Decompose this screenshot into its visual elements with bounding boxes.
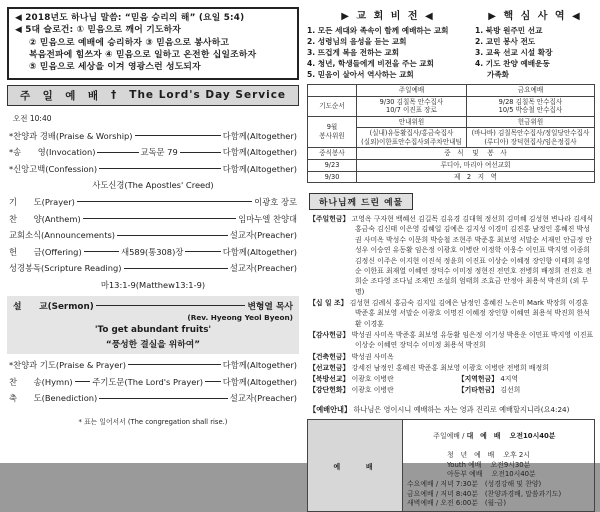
guide-category: 【예배안내】 — [309, 405, 352, 415]
item-label: 찬 송(Hymn) — [9, 376, 73, 387]
prayer-sunday-line1: 9/30 김칠목 안수집사 — [379, 97, 444, 106]
item-label: 기 도(Prayer) — [9, 196, 75, 207]
item-label: 헌 금(Offering) — [9, 246, 82, 257]
item-person: 설교자(Preacher) — [229, 230, 297, 241]
committee-label: 봉사위원 — [319, 132, 345, 141]
leader-line — [97, 152, 138, 153]
offering-names: 박성권 사미옥 박준홍 최보영 유동활 임은정 이기성 박용운 이민표 박지영 이진표 이상순 이혜연 장덕수 이미정 최용석 박진희 — [351, 331, 594, 350]
service-title-korean: 주 일 예 배 — [19, 89, 100, 102]
prayer-sunday-cell — [357, 96, 467, 116]
offering-category: 【기타헌금】 — [457, 385, 499, 394]
pulpit-flower-half — [309, 385, 458, 395]
offering-group2: (루디아) 장덕현집사/임은정집사 — [484, 137, 577, 146]
worship-line-main: 대 예 배 오전10시40분 — [466, 431, 556, 440]
yearly-slogan-box — [7, 7, 299, 80]
offering-category: 【강단헌화】 — [309, 385, 350, 394]
item-label: *찬양과 기도(Praise & Prayer) — [9, 359, 126, 370]
slogan-line: ② 믿음으로 예배에 승리하자 ③ 믿음으로 봉사하고 — [29, 37, 230, 48]
service-title-bar — [7, 85, 299, 106]
item-person: 설교자(Preacher) — [229, 263, 297, 274]
offering-category: 【북방선교】 — [309, 375, 350, 384]
worship-line-youth: Youth 예배 오전9시30분 — [447, 460, 531, 469]
leader-line — [96, 305, 246, 306]
worship-line-dawn: 새벽예배 / 오전 6:00분 (월-금) — [407, 499, 507, 508]
leader-line — [99, 398, 228, 399]
vision-item: 2. 성령님의 음성을 듣는 교회 — [307, 37, 407, 46]
month-committee-label — [308, 116, 357, 148]
core-ministry-column — [475, 7, 595, 80]
service-item-invocation — [7, 146, 299, 158]
leader-line — [99, 168, 221, 169]
slogan-line: 복음전파에 힘쓰자 ④ 믿음으로 일하고 온전한 십일조하자 — [29, 49, 257, 60]
prayer-sunday-line2: 10/7 이진표 장로 — [386, 106, 437, 115]
item-label: 성경봉독(Scripture Reading) — [9, 263, 122, 274]
sermon-title-korean: “풍성한 결실을 위하여” — [105, 339, 201, 350]
empty-header-cell — [308, 85, 357, 97]
offering-names: 고영옥 구자현 백혜선 김길목 김유경 김대혁 정선희 김미혜 김성현 변나라 김세식 홍금숙 김신태 이은영 김혜일 김예은 김지성 이경미 김진홍 남정인 홍혜진 박성권 사미옥 박성수 이문희 박승철 조현주 박준홍 최보영 서말순 서재인 안금정 안성우 이승연 유동활 임은정 이광호 이병란 이정학 이웅수 이인표 박지영 이종희 김정신 이주은 이지현 이진석 정윤희 이진표 이상순 이혜정 장인향 이태희 유영순 이한표 최재열 이혜연 장덕수 이미정 정현진 전민호 전병희 배정희 전진호 전희순 조다영 조다닐 조재민 조설희 엄태희 조효금 안정아 최용석 박진희 (외 무명) — [351, 215, 594, 296]
leader-line — [83, 218, 237, 219]
vision-item: 4. 청년, 학생들에게 비전을 주는 교회 — [307, 59, 434, 68]
leader-line — [205, 381, 221, 382]
north-mission-half — [309, 374, 458, 384]
offering-category: 【선교헌금】 — [309, 364, 350, 373]
offering-names: 이광호 이병란 — [351, 385, 394, 394]
slogan-line: ◀ 2018년도 하나님 말씀: “믿음 승리의 해” (요일 5:4) — [15, 13, 245, 23]
ministry-item: 3. 교육 선교 시설 확장 — [475, 48, 553, 57]
service-item-hymn — [7, 376, 299, 388]
offering-names: 김선희 — [500, 385, 521, 394]
leader-line — [185, 251, 220, 252]
item-label: 축 도(Benediction) — [9, 393, 98, 404]
item-detail: 주기도문(The Lord's Prayer) — [92, 376, 204, 387]
pulpit-flower-etc-line — [309, 385, 595, 395]
sunday-offering-list — [309, 214, 595, 297]
vision-item: 5. 믿음이 살아서 역사하는 교회 — [307, 70, 414, 79]
service-item-prayer — [7, 196, 299, 208]
slogan-line: ◀ 5대 슬로건: ① 믿음으로 깨어 기도하자 — [15, 25, 181, 36]
leader-line — [117, 235, 228, 236]
item-detail: 교독문 79 — [140, 147, 178, 158]
right-page — [307, 7, 595, 508]
etc-offering-half — [458, 385, 521, 395]
item-person: 다함께(Altogether) — [222, 130, 297, 141]
offering-category: 【십 일 조】 — [309, 298, 348, 307]
item-label: *신앙고백(Confession) — [9, 163, 98, 174]
scripture-passage-line: 마13:1-9(Matthew13:1-9) — [100, 279, 206, 290]
worship-schedule-table — [307, 419, 595, 512]
north-mission-region-line — [309, 374, 595, 384]
item-label: 찬 양(Anthem) — [9, 213, 81, 224]
ministry-item: 1. 북방 원주민 선교 — [475, 26, 543, 35]
usher-committee-header: 안내위원 — [357, 116, 467, 128]
thanksgiving-offering-list — [309, 330, 595, 351]
offering-committee-header: 헌금위원 — [466, 116, 594, 128]
service-title-english: The Lord's Day Service — [129, 89, 287, 102]
worship-schedule-row — [308, 420, 595, 512]
prayer-friday-cell — [466, 96, 594, 116]
vision-item: 1. 모든 세대와 족속이 함께 예배하는 교회 — [307, 26, 449, 35]
ministry-item: 2. 교민 봉사 전도 — [475, 37, 536, 46]
worship-label-cell: 예 배 — [308, 420, 403, 512]
friday-service-header: 금요예배 — [466, 85, 594, 97]
offering-names: 강세진 남정인 홍혜진 박준홍 최보영 이광호 이병란 전병희 배정희 — [351, 364, 549, 373]
offering-category: 【감사헌금】 — [309, 331, 350, 340]
offering-members-cell — [466, 128, 594, 148]
item-person: 다함께(Altogether) — [222, 163, 297, 174]
lunch-service-value: 중 식 및 봉 사 — [357, 148, 595, 160]
cross-icon: † — [111, 89, 118, 102]
sermon-label: 설 교(Sermon) — [13, 301, 94, 312]
lunch-service-row — [308, 148, 595, 160]
slogan-line: ⑤ 믿음으로 세상을 이겨 영광스런 성도되자 — [29, 62, 201, 73]
worship-line-youth-adult: 청 년 예 배 오후 2시 — [447, 451, 530, 460]
prayer-order-label: 기도순서 — [308, 96, 357, 116]
worship-line-children: 아동부 예배 오전10시40분 — [447, 470, 536, 479]
service-item-offering — [7, 246, 299, 258]
offering-category: 【주일헌금】 — [309, 215, 350, 224]
sunday-service-header: 주일예배 — [357, 85, 467, 97]
worship-guide-verse — [309, 405, 595, 415]
date-row-923 — [308, 159, 595, 171]
duty-roster-table — [307, 84, 595, 183]
leader-line — [124, 268, 228, 269]
prayer-friday-line1: 9/28 김칠목 안수집사 — [498, 97, 563, 106]
offering-names: 김성현 김례식 홍금숙 김지일 김예은 남정인 홍혜진 노은미 Mark 박장희 이경훈 박준홍 최보영 서말순 이광호 이명진 이혜정 장인향 이혜연 최용석 박진희 한석환 이경훈 — [349, 298, 590, 328]
item-person: 설교자(Preacher) — [229, 393, 297, 404]
leader-line — [77, 201, 252, 202]
item-person: 임마누엘 찬양대 — [238, 213, 297, 224]
service-item-announcements — [7, 229, 299, 241]
core-ministry-title: ▶ 핵 심 사 역 ◀ — [488, 11, 582, 22]
lunch-service-label: 중식봉사 — [308, 148, 357, 160]
usher-indoor: (실내)유동활집사/홍금숙집사 — [369, 129, 454, 138]
table-header-row — [308, 85, 595, 97]
tithe-list — [309, 298, 595, 329]
item-person: 다함께(Altogether) — [222, 147, 297, 158]
month-label: 9월 — [326, 123, 338, 132]
service-item-praise-prayer — [7, 359, 299, 371]
service-item-scripture-reading — [7, 262, 299, 274]
item-person: 다함께(Altogether) — [222, 359, 297, 370]
offerings-box-title: 하나님께 드린 예물 — [309, 193, 413, 210]
sermon-block — [7, 296, 299, 354]
left-page — [7, 7, 299, 457]
church-vision-column — [307, 7, 469, 80]
item-person: 다함께(Altogether) — [222, 376, 298, 387]
vision-item: 3. 뜨겁게 복음 전하는 교회 — [307, 48, 400, 57]
date-row-930 — [308, 171, 595, 183]
item-label: *송 영(Invocation) — [9, 147, 96, 158]
service-item-benediction — [7, 392, 299, 404]
sermon-pastor: 변형열 목사 — [247, 301, 293, 312]
usher-outdoor: (실외)이한표안수집사외주차안내팀 — [361, 137, 462, 146]
ministry-item-wrap: 가족화 — [487, 70, 510, 79]
date-value-923: 루디아, 마리아 여선교회 — [357, 159, 595, 171]
apostles-creed-line: 사도신경(The Apostles' Creed) — [92, 180, 214, 191]
usher-members-cell — [357, 128, 467, 148]
sermon-title-english: 'To get abundant fruits' — [94, 324, 212, 335]
item-person: 다함께(Altogether) — [222, 246, 298, 257]
offering-names: 박성권 사미옥 — [351, 352, 394, 361]
building-offering-list — [309, 352, 595, 362]
service-item-praise-worship — [7, 130, 299, 142]
worship-times-cell — [403, 420, 595, 512]
leader-line — [75, 381, 91, 382]
offering-category: 【지역헌금】 — [457, 375, 499, 384]
mission-offering-list — [309, 363, 595, 373]
guide-verse-text: 하나님은 영이시니 예배하는 자는 영과 진리로 예배할지니라(요4:24) — [353, 405, 570, 415]
worship-line-friday: 금요예배 / 저녁 8:40분 (찬양과경배, 말씀과기도) — [407, 489, 562, 498]
leader-line — [135, 135, 221, 136]
region-offering-half — [458, 374, 518, 384]
leader-line — [84, 251, 119, 252]
item-detail: 새589(통308)장 — [121, 246, 184, 257]
worship-line-prefix: 주일예배 / — [433, 431, 467, 440]
item-label: *찬양과 경배(Praise & Worship) — [9, 130, 133, 141]
date-value-930: 제 2 지 역 — [357, 171, 595, 183]
congregation-rise-note: * 표는 일어서서 (The congregation shall rise.) — [78, 418, 228, 427]
worship-line-sunday — [407, 422, 590, 451]
offering-names: 4지역 — [500, 375, 519, 384]
worship-line-wednesday: 수요예배 / 저녁 7:30분 (성경강해 및 찬양) — [407, 480, 542, 489]
sermon-row — [13, 299, 293, 312]
date-label-930: 9/30 — [308, 171, 357, 183]
item-person: 이광호 장로 — [254, 196, 297, 207]
leader-line — [128, 364, 221, 365]
ministry-item: 4. 기도 찬양 예배운동 — [475, 59, 550, 68]
service-item-anthem — [7, 213, 299, 225]
item-label: 교회소식(Announcements) — [9, 230, 116, 241]
prayer-friday-line2: 10/5 박승철 안수집사 — [498, 106, 563, 115]
offering-category: 【건축헌금】 — [309, 352, 350, 361]
sermon-pastor-english: (Rev. Hyeong Yeol Byeon) — [187, 312, 293, 322]
service-time: 오전 10:40 — [13, 113, 52, 123]
committee-header-row — [308, 116, 595, 128]
offerings-section — [309, 190, 595, 210]
service-item-confession — [7, 163, 299, 175]
offering-group1: (바나바) 김칠목안수집사/정일당안수집사 — [471, 129, 590, 138]
prayer-order-row — [308, 96, 595, 116]
church-vision-title: ▶ 교 회 비 전 ◀ — [341, 11, 435, 22]
leader-line — [180, 152, 221, 153]
vision-ministry-section — [307, 7, 595, 80]
offering-names: 이광호 이병란 — [351, 375, 394, 384]
date-label-923: 9/23 — [308, 159, 357, 171]
